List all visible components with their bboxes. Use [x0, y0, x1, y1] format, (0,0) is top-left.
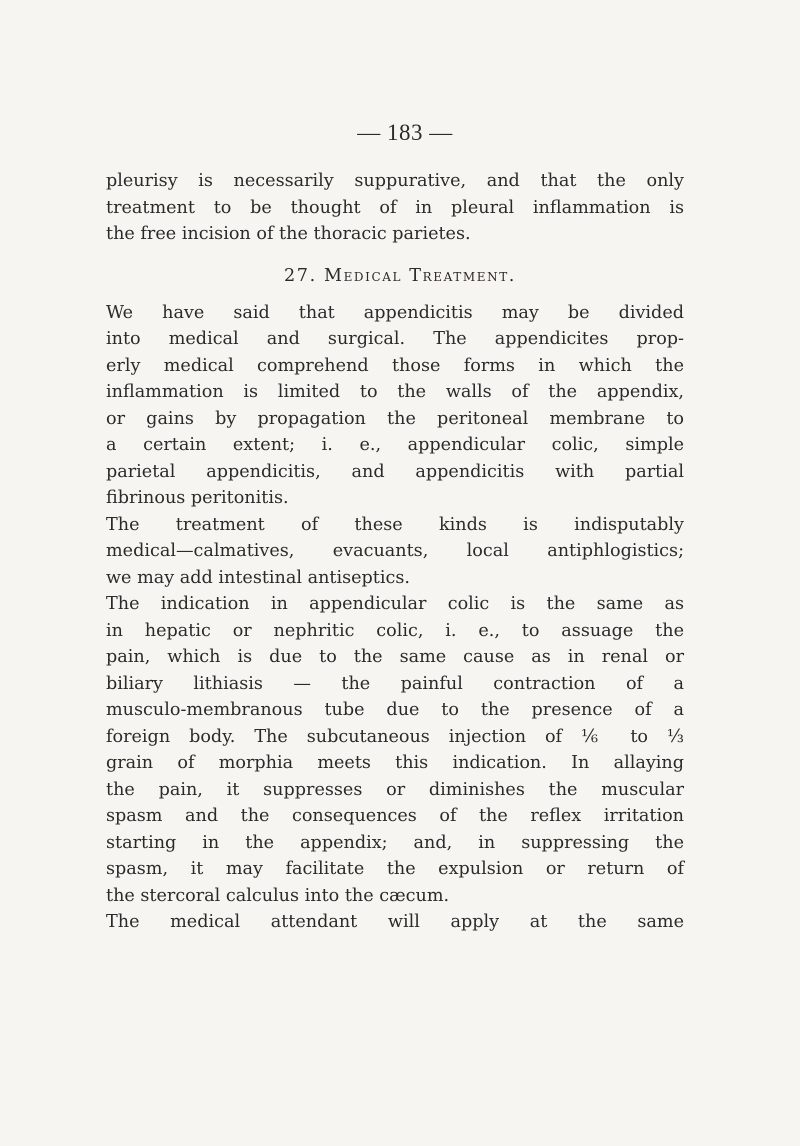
text-line: erly medical comprehend those forms in which the: [106, 355, 684, 376]
text-line: the free incision of the thoracic parietes.: [106, 224, 471, 244]
text-line: in hepatic or nephritic colic, i. e., to assuage the: [106, 620, 684, 641]
text-line: inflammation is limited to the walls of the appendix,: [106, 382, 684, 402]
text-line: grain of morphia meets this indication. In allaying: [106, 753, 684, 773]
text-line: biliary lithiasis — the painful contraction of a: [106, 673, 684, 694]
paragraph-2: [106, 300, 684, 512]
text-line: spasm and the consequences of the reflex irritation: [106, 806, 684, 826]
text-line: fibrinous peritonitis.: [106, 488, 289, 508]
text-line: starting in the appendix; and, in suppressing the: [106, 832, 684, 853]
text-line: the stercoral calculus into the cæcum.: [106, 885, 450, 906]
text-line: parietal appendicitis, and appendicitis with partial: [106, 461, 684, 482]
text-line: The medical attendant will apply at the same: [106, 912, 684, 932]
paragraph-1: [106, 168, 684, 248]
book-page: [106, 118, 684, 936]
text-line: The indication in appendicular colic is the same as: [106, 594, 684, 614]
text-line: a certain extent; i. e., appendicular colic, simple: [106, 435, 684, 455]
text-line: pain, which is due to the same cause as in renal or: [106, 647, 684, 667]
text-line: or gains by propagation the peritoneal membrane to: [106, 408, 684, 429]
text-line: foreign body. The subcutaneous injection of ⅙ to ⅓: [106, 726, 684, 747]
section-heading: 27. Medical Treatment.: [283, 265, 516, 286]
text-line: medical—calmatives, evacuants, local antiphlogistics;: [106, 541, 684, 561]
page-number: — 183 —: [357, 120, 453, 145]
text-line: The treatment of these kinds is indisputably: [106, 514, 684, 535]
paragraph-4: [106, 591, 684, 909]
text-line: We have said that appendicitis may be divided: [106, 302, 684, 323]
text-line: treatment to be thought of in pleural inflammation is: [106, 197, 684, 218]
text-line: the pain, it suppresses or diminishes the muscular: [106, 779, 684, 800]
paragraph-3: [106, 512, 684, 592]
page-body: [106, 168, 684, 936]
text-line: pleurisy is necessarily suppurative, and that the only: [106, 171, 684, 191]
paragraph-5: [106, 909, 684, 936]
text-line: spasm, it may facilitate the expulsion or return of: [106, 859, 684, 879]
text-line: we may add intestinal antiseptics.: [106, 567, 410, 588]
text-line: musculo-membranous tube due to the presence of a: [106, 700, 684, 720]
text-line: into medical and surgical. The appendicites prop-: [106, 329, 684, 349]
